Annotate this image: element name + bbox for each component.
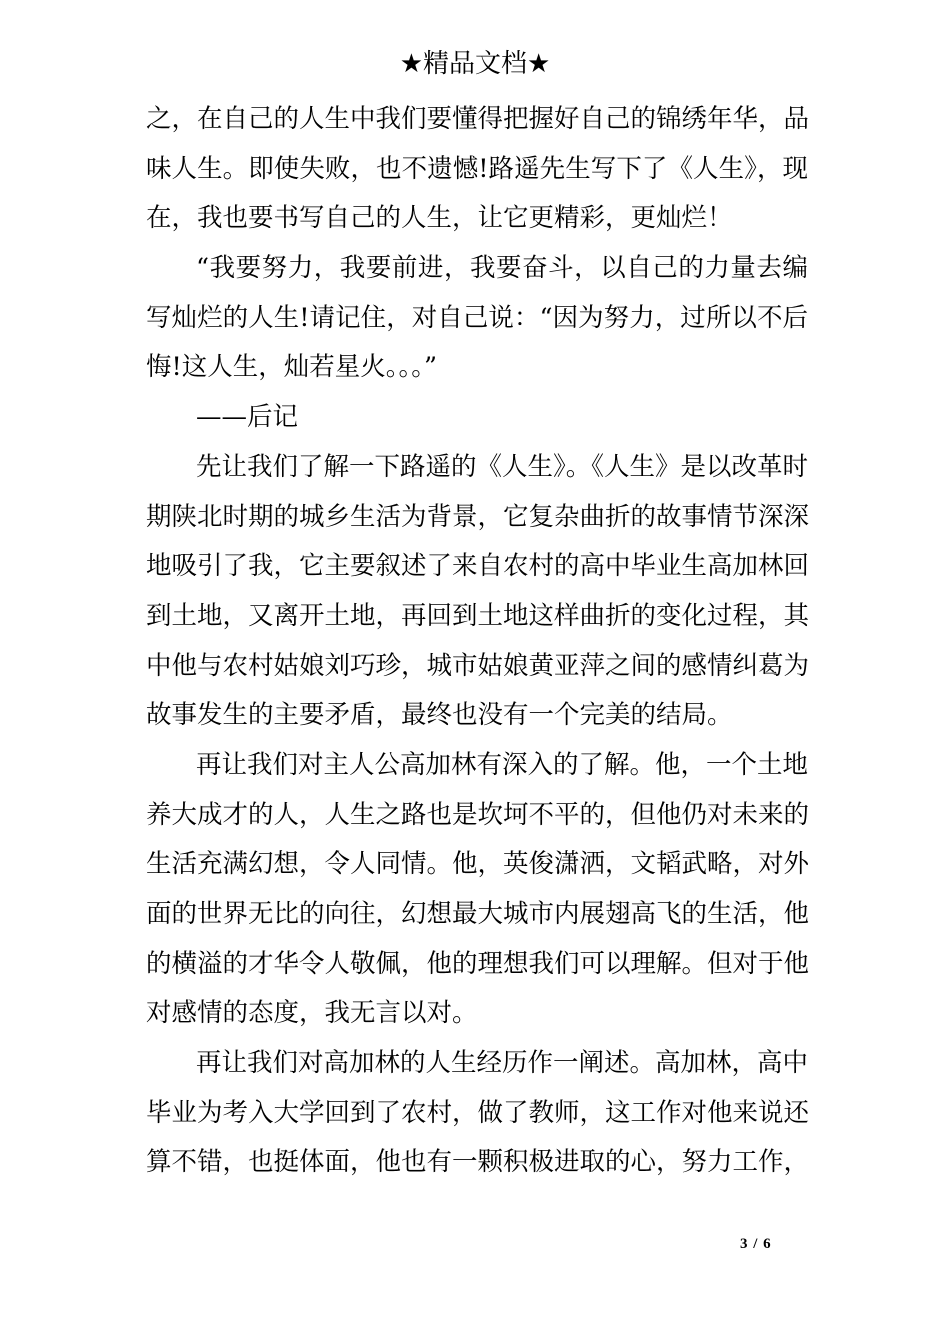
text-line: 味人生。即使失败，也不遗憾!路遥先生写下了《人生》，现: [146, 153, 808, 184]
text-line: 故事发生的主要矛盾，最终也没有一个完美的结局。: [146, 700, 733, 731]
text-line: 生活充满幻想，令人同情。他，英俊潇洒，文韬武略，对外: [146, 849, 810, 880]
document-body: [146, 95, 808, 1188]
paragraph: [146, 741, 808, 1039]
text-line: 期陕北时期的城乡生活为背景，它复杂曲折的故事情节深深: [146, 501, 810, 532]
page-header-title: ★精品文档★: [399, 49, 551, 79]
page-number: 3 / 6: [740, 1236, 772, 1252]
text-line: 毕业为考入大学回到了农村，做了教师，这工作对他来说还: [146, 1097, 810, 1128]
text-line: 对感情的态度，我无言以对。: [146, 998, 478, 1029]
text-line: 再让我们对高加林的人生经历作一阐述。高加林，高中: [196, 1048, 809, 1079]
paragraph: [146, 393, 808, 443]
text-line: 的横溢的才华令人敬佩，他的理想我们可以理解。但对于他: [146, 948, 810, 979]
paragraph: [146, 95, 808, 244]
text-line: 地吸引了我，它主要叙述了来自农村的高中毕业生高加林回: [146, 551, 810, 582]
text-line: 再让我们对主人公高加林有深入的了解。他，一个土地: [196, 749, 809, 780]
text-line: “我要努力，我要前进，我要奋斗，以自己的力量去编: [196, 253, 808, 284]
text-line: 算不错，也挺体面，他也有一颗积极进取的心，努力工作，: [146, 1147, 810, 1178]
paragraph: [146, 1039, 808, 1188]
text-line: 到土地，又离开土地，再回到土地这样曲折的变化过程，其: [146, 600, 810, 631]
text-line: 中他与农村姑娘刘巧珍，城市姑娘黄亚萍之间的感情纠葛为: [146, 650, 810, 681]
text-line: 先让我们了解一下路遥的《人生》。《人生》是以改革时: [196, 451, 809, 482]
text-line: 面的世界无比的向往，幻想最大城市内展翅高飞的生活，他: [146, 899, 810, 929]
text-line: 悔!这人生，灿若星火。。。”: [146, 352, 438, 383]
text-line: ——后记: [196, 402, 299, 433]
text-line: 之，在自己的人生中我们要懂得把握好自己的锦绣年华，品: [146, 104, 810, 134]
text-line: 养大成才的人，人生之路也是坎坷不平的，但他仍对未来的: [146, 799, 810, 830]
text-line: 在，我也要书写自己的人生，让它更精彩，更灿烂！: [146, 203, 733, 234]
text-line: 写灿烂的人生!请记住，对自己说：“因为努力，过所以不后: [146, 302, 808, 333]
paragraph: [146, 443, 808, 741]
paragraph: [146, 244, 808, 393]
